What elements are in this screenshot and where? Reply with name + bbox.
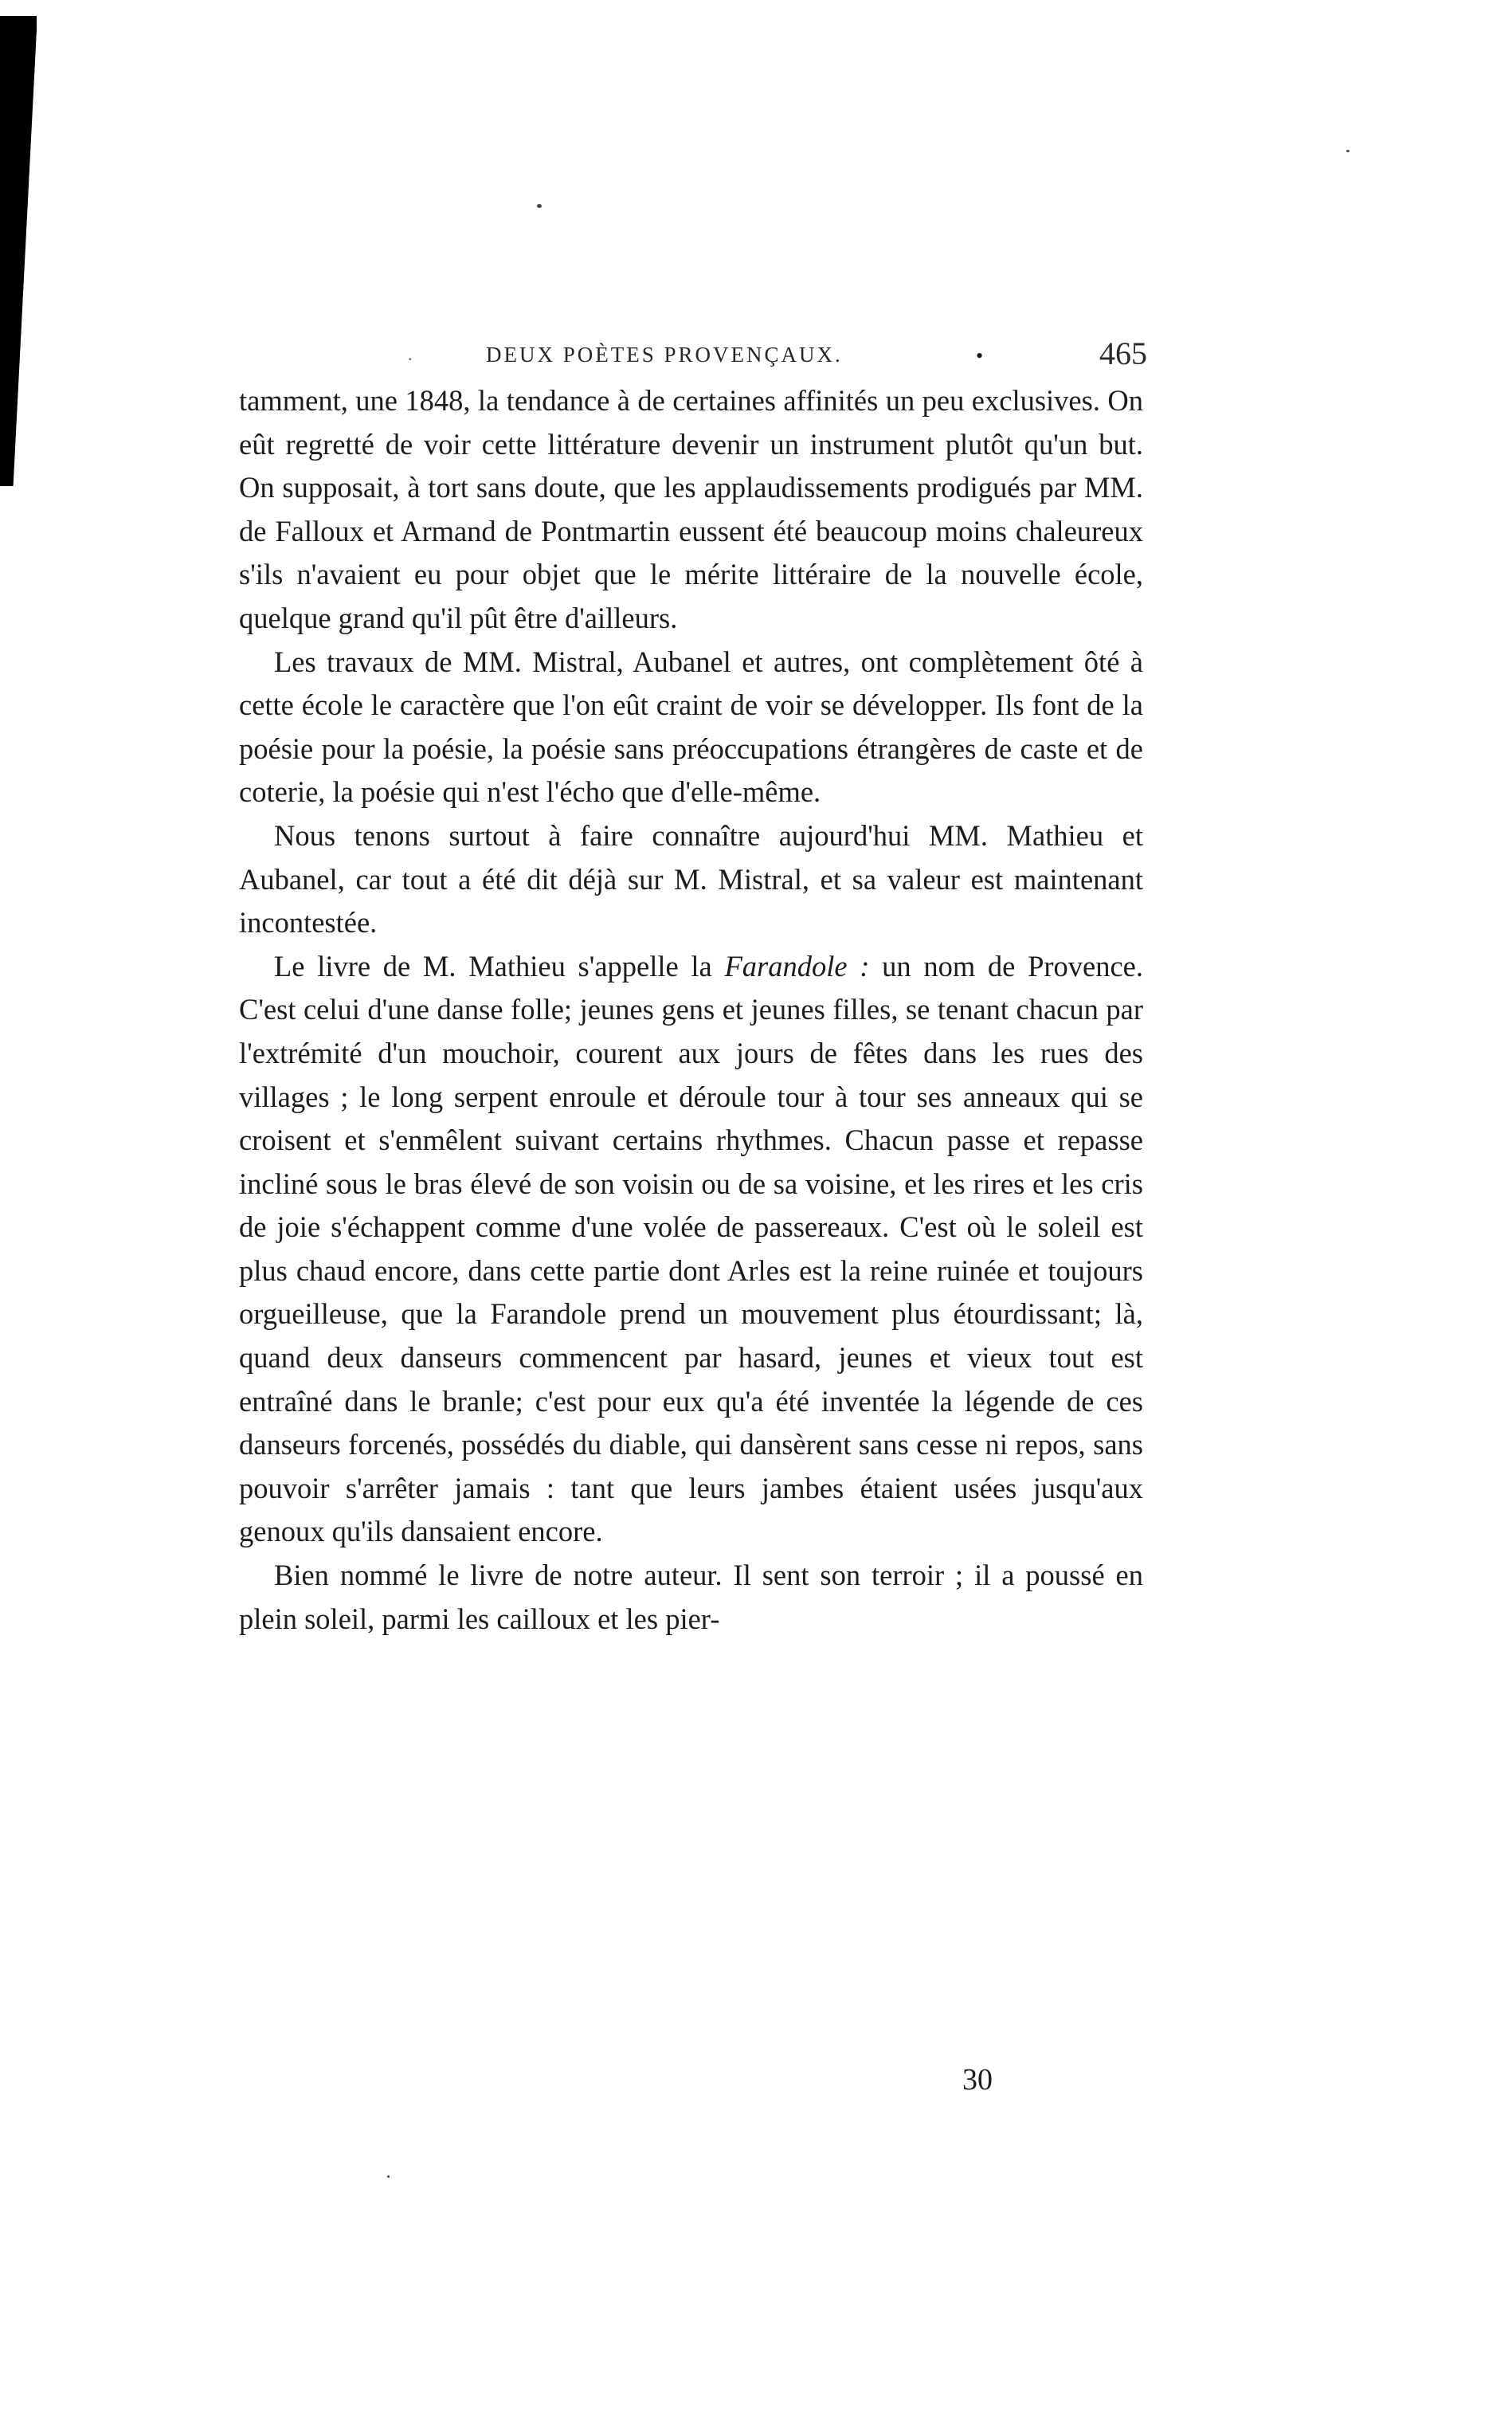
paragraph xyxy=(239,945,1143,1554)
scan-edge-shadow xyxy=(0,16,37,486)
signature-mark: 30 xyxy=(962,2063,993,2097)
paragraph-text: un nom de Provence. C'est celui d'une danse folle; jeunes gens et jeunes filles, se tenant chacun par l'extrémité d'un mouchoir, courent aux jours de fêtes dans les rues des villages ; le long serpent enroule et déroule tour à tour ses anneaux qui se croisent et s'enmêlent suivant certains rhythmes. Chacun passe et repasse incliné sous le bras élevé de son voisin ou de sa voisine, et les rires et les cris de joie s'échappent comme d'une volée de passereaux. C'est où le soleil est plus chaud encore, dans cette partie dont Arles est la reine ruinée et toujours orgueilleuse, que la Farandole prend un mouvement plus étourdissant; là, quand deux danseurs commencent par hasard, jeunes et vieux tout est entraîné dans le branle; c'est pour eux qu'a été inventée la légende de ces danseurs forcenés, possédés du diable, qui dansèrent sans cesse ni repos, sans pouvoir s'arrêter jamais : tant que leurs jambes étaient usées jusqu'aux genoux qu'ils dansaient encore. xyxy=(239,949,1143,1548)
paragraph: Nous tenons surtout à faire connaître aujourd'hui MM. Mathieu et Aubanel, car tout a été dit déjà sur M. Mistral, et sa valeur est maintenant incontestée. xyxy=(239,818,1143,939)
paragraph: tamment, une 1848, la tendance à de certaines affinités un peu exclusives. On eût regretté de voir cette littérature devenir un instrument plutôt qu'un but. On supposait, à tort sans doute, que les applaudissements prodigués par MM. de Falloux et Armand de Pontmartin eussent été beaucoup moins chaleureux s'ils n'avaient eu pour objet que le mérite littéraire de la nouvelle école, quelque grand qu'il pût être d'ailleurs. xyxy=(239,384,1143,634)
paragraph-text: Le livre de M. Mathieu s'appelle la xyxy=(274,949,725,983)
paragraph: Les travaux de MM. Mistral, Aubanel et autres, ont complètement ôté à cette école le caractère que l'on eût craint de voir se développer. Ils font de la poésie pour la poésie, la poésie sans préoccupations étrangères de caste et de coterie, la poésie qui n'est l'écho que d'elle-même. xyxy=(239,645,1143,809)
paragraph: Bien nommé le livre de notre auteur. Il sent son terroir ; il a poussé en plein soleil, parmi les cailloux et les pier- xyxy=(239,1559,1143,1635)
book-title: Farandole : xyxy=(724,949,870,983)
body-text xyxy=(239,379,1143,1641)
scan-speck xyxy=(537,204,542,208)
scan-speck xyxy=(387,2175,390,2178)
running-head-title: DEUX POÈTES PROVENÇAUX. xyxy=(486,343,843,367)
running-head xyxy=(231,335,1147,375)
scan-speck xyxy=(1346,150,1349,152)
running-head-left-ornament: . xyxy=(408,344,413,364)
page-number: 465 xyxy=(1099,335,1147,371)
running-head-right-ornament: • xyxy=(976,344,984,367)
